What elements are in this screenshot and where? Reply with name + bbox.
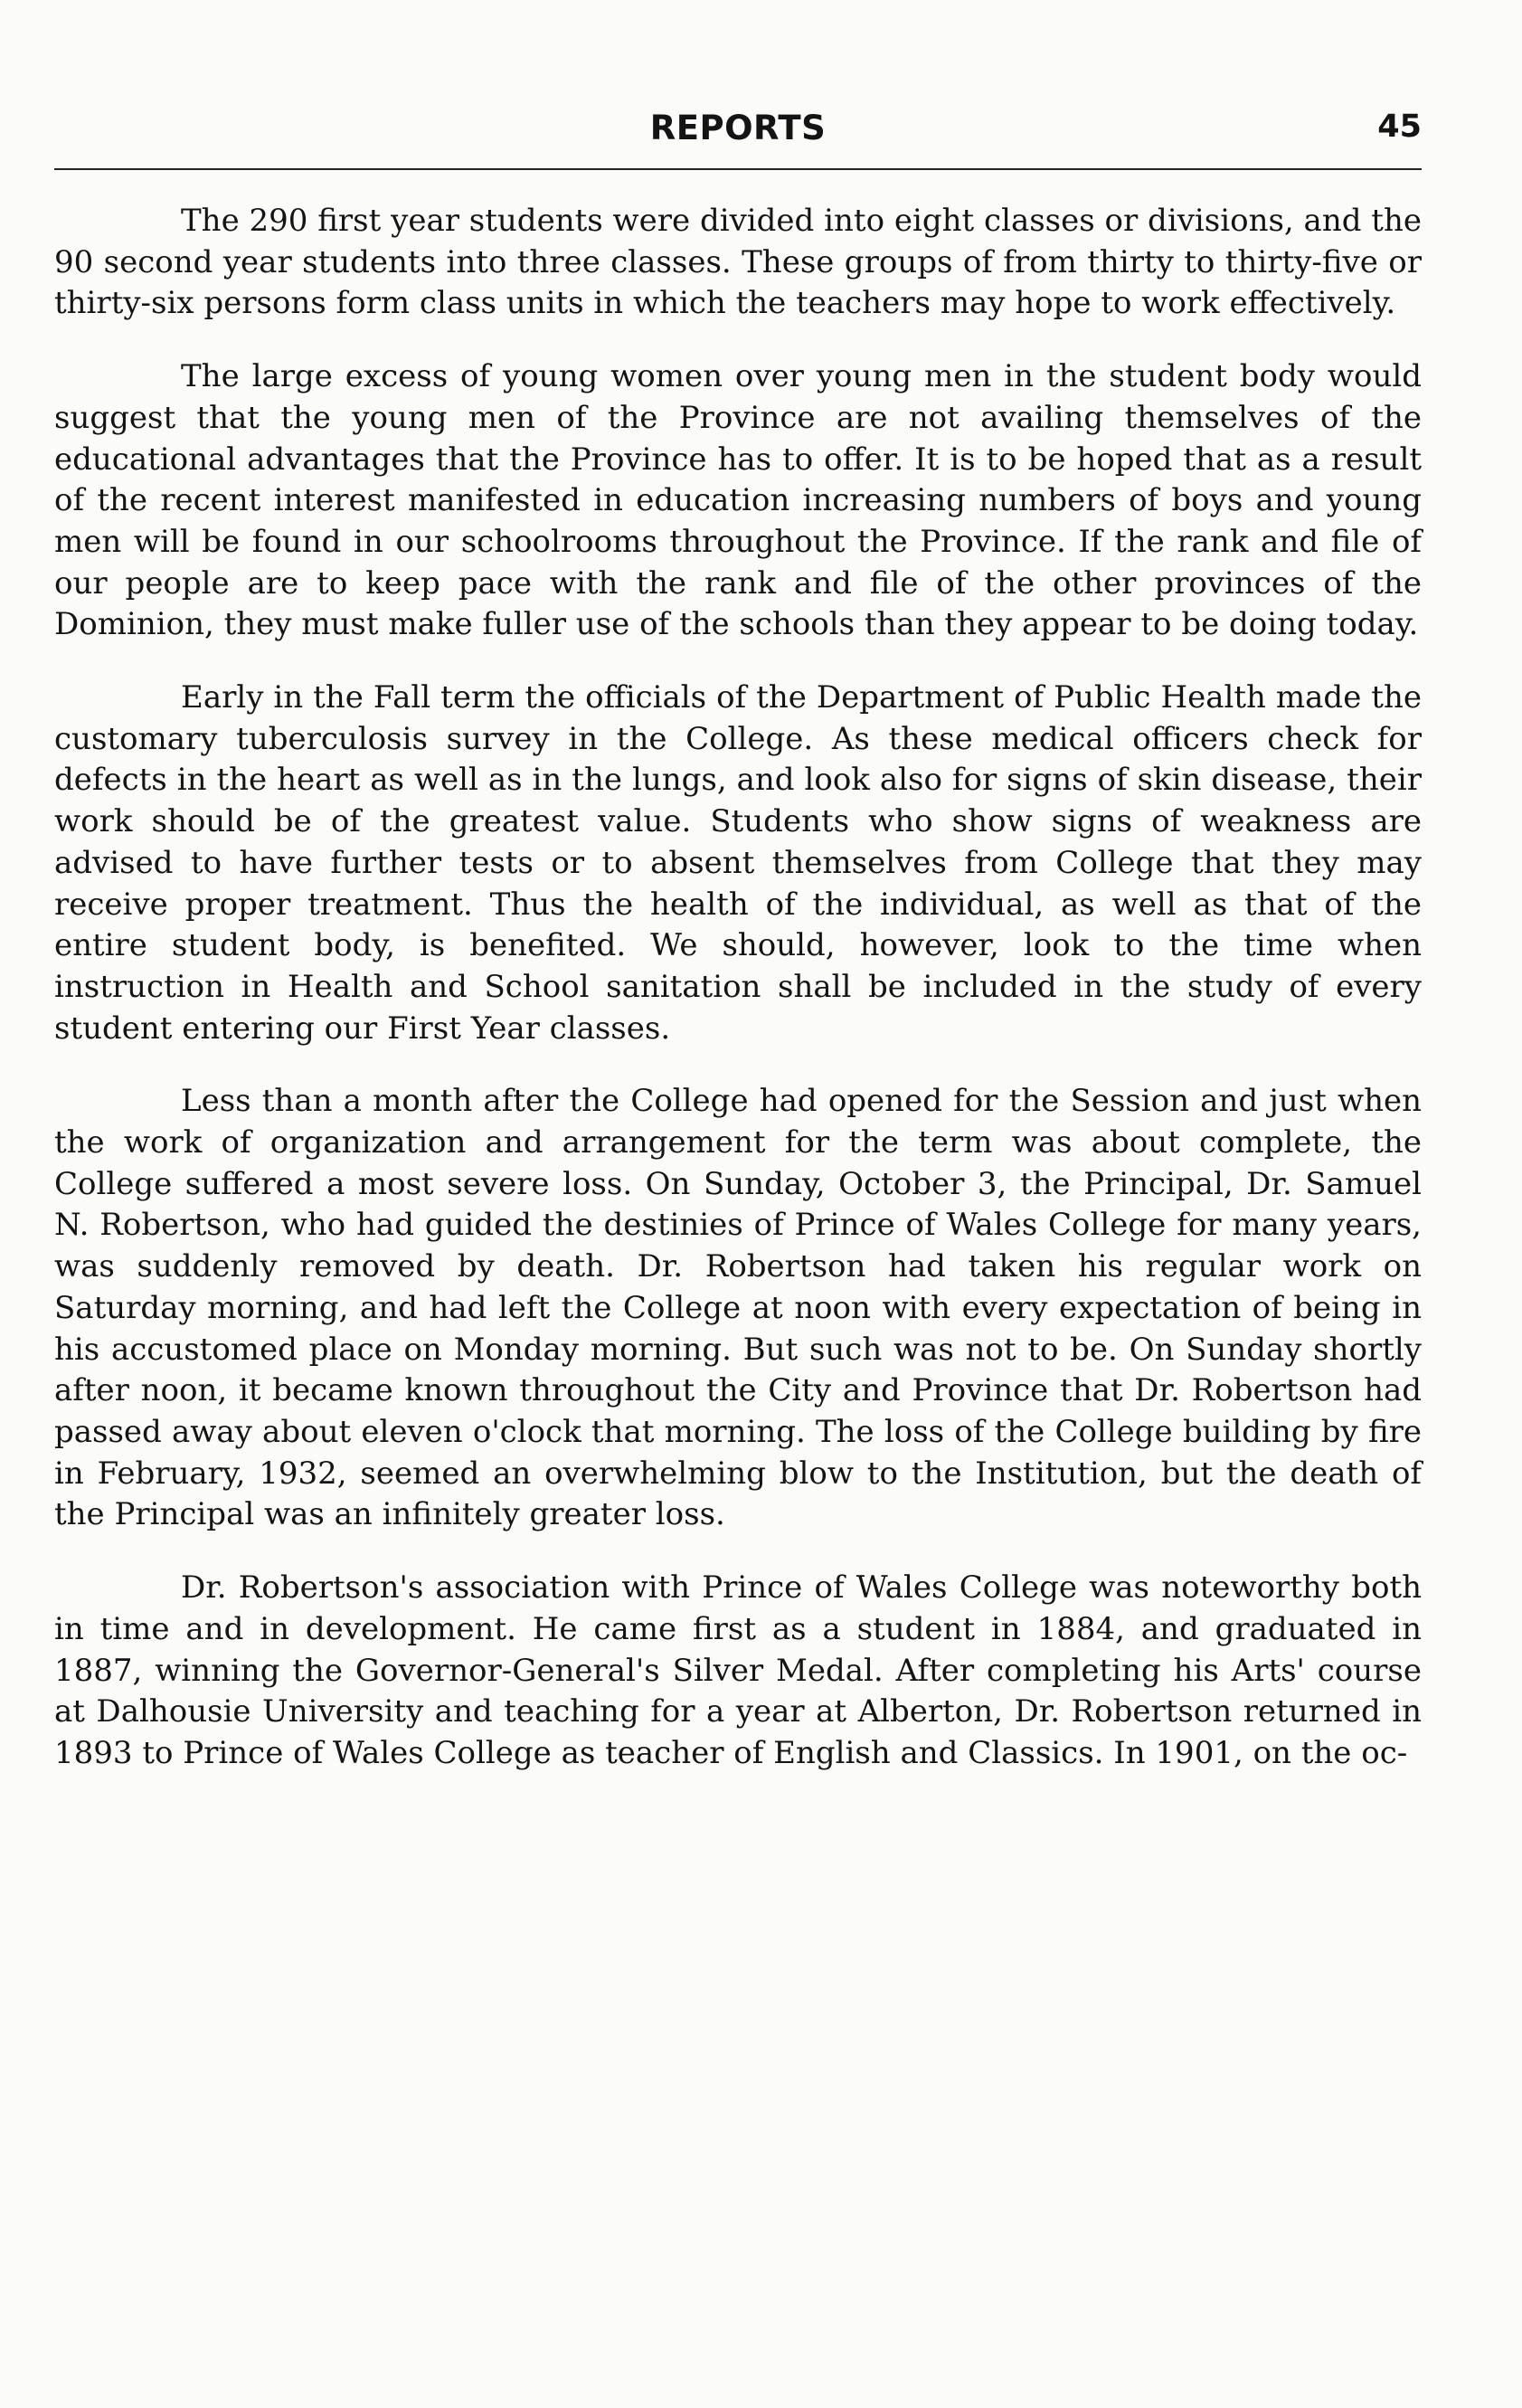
running-title: REPORTS	[649, 109, 827, 147]
body-text	[54, 201, 1422, 1806]
paragraph-principal-death: Less than a month after the College had opened for the Session and just when the work of organization and arrangement for the term was about complete, the College suffered a most severe loss. On Sunday, October 3, the Principal, Dr. Samuel N. Robertson, who had guided the destinies of Prince of Wales College for many years, was suddenly removed by death. Dr. Robertson had taken his regular work on Saturday morning, and had left the College at noon with every expectation of being in his accustomed place on Monday morning. But such was not to be. On Sunday shortly after noon, it became known throughout the City and Province that Dr. Robertson had passed away about eleven o'clock that morning. The loss of the College building by fire in February, 1932, seemed an overwhelming blow to the Institution, but the death of the Principal was an infinitely greater loss.	[54, 1083, 1422, 1533]
paragraph-class-divisions: The 290 first year students were divided into eight classes or divisions, and the 90 second year students into three classes. These groups of from thirty to thirty-five or thirty-six persons form class units in which the teachers may hope to work effectively.	[54, 203, 1422, 322]
page-number: 45	[1377, 109, 1422, 145]
paragraph-robertson-association: Dr. Robertson's association with Prince of Wales College was noteworthy both in time and in development. He came first as a student in 1884, and graduated in 1887, winning the Governor-General's Silver Medal. After completing his Arts' course at Dalhousie University and teaching for a year at Alberton, Dr. Robertson returned in 1893 to Prince of Wales College as teacher of English and Classics. In 1901, on the oc-	[54, 1569, 1422, 1771]
paragraph-health-survey: Early in the Fall term the officials of the Department of Public Health made the customary tuberculosis survey in the College. As these medical officers check for defects in the heart as well as in the lungs, and look also for signs of skin disease, their work should be of the greatest value. Students who show signs of weakness are advised to have further tests or to absent themselves from College that they may receive proper treatment. Thus the health of the individual, as well as that of the entire student body, is benefited. We should, however, look to the time when instruction in Health and School sanitation shall be included in the study of every student entering our First Year classes.	[54, 679, 1422, 1047]
page-header	[54, 109, 1422, 163]
header-rule	[54, 168, 1422, 170]
paragraph-student-body: The large excess of young women over young men in the student body would suggest that the young men of the Province are not availing themselves of the educational advantages that the Province has to offer. It is to be hoped that as a result of the recent interest manifested in education increasing numbers of boys and young men will be found in our schoolrooms throughout the Province. If the rank and file of our people are to keep pace with the rank and file of the other provinces of the Dominion, they must make fuller use of the schools than they appear to be doing today.	[54, 358, 1422, 643]
